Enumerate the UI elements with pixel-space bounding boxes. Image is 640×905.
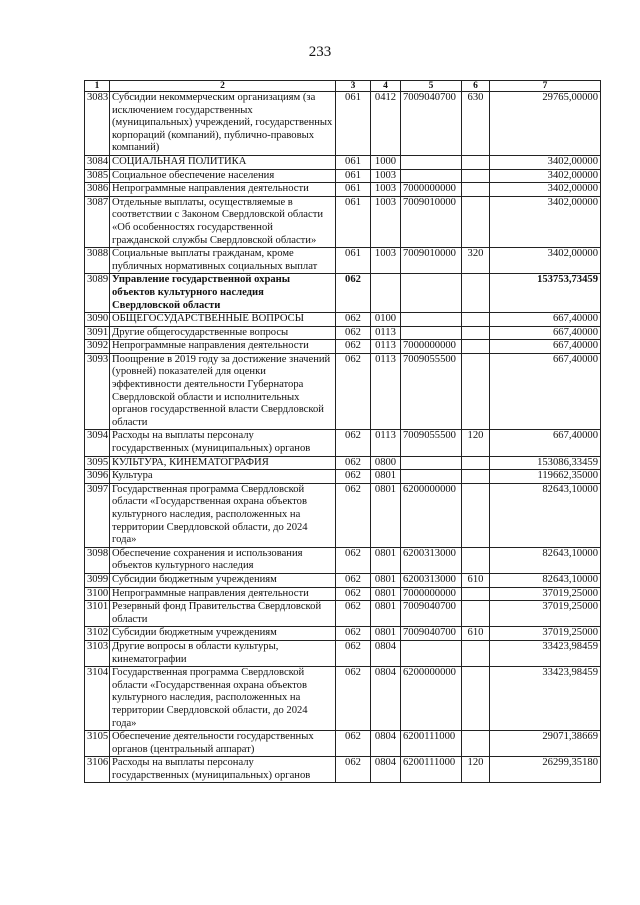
table-row (85, 587, 601, 601)
row-expense-type: 610 (462, 573, 490, 587)
row-name: Поощрение в 2019 году за достижение значений (уровней) показателей для оценки эффективности деятельности Губернатора Свердловской области и исполнительных органов государственной власти Свердловской области (110, 353, 336, 430)
row-name: Субсидии бюджетным учреждениям (110, 573, 336, 587)
row-grbs-code: 061 (336, 92, 371, 156)
table-row (85, 353, 601, 430)
row-amount: 667,40000 (490, 353, 601, 430)
row-expense-type: 320 (462, 248, 490, 274)
header-col-4: 4 (371, 81, 401, 92)
table-row (85, 731, 601, 757)
row-amount: 667,40000 (490, 430, 601, 456)
row-grbs-code: 062 (336, 340, 371, 354)
table-row (85, 196, 601, 247)
table-row (85, 667, 601, 731)
row-name: Государственная программа Свердловской области «Государственная охрана объектов культурного наследия, расположенных на территории Свердловской области, до 2024 года» (110, 667, 336, 731)
row-section-code: 0801 (371, 547, 401, 573)
row-grbs-code: 062 (336, 483, 371, 547)
table-row (85, 483, 601, 547)
row-grbs-code: 062 (336, 326, 371, 340)
header-row (85, 81, 601, 92)
row-grbs-code: 062 (336, 731, 371, 757)
header-col-2: 2 (110, 81, 336, 92)
row-target-article: 6200313000 (401, 573, 462, 587)
row-section-code: 0801 (371, 627, 401, 641)
row-amount: 153086,33459 (490, 456, 601, 470)
row-number: 3099 (85, 573, 110, 587)
row-expense-type (462, 547, 490, 573)
row-amount: 37019,25000 (490, 627, 601, 641)
row-section-code: 0113 (371, 326, 401, 340)
row-amount: 3402,00000 (490, 155, 601, 169)
row-number: 3092 (85, 340, 110, 354)
row-amount: 29765,00000 (490, 92, 601, 156)
row-target-article (401, 169, 462, 183)
row-number: 3083 (85, 92, 110, 156)
row-name: ОБЩЕГОСУДАРСТВЕННЫЕ ВОПРОСЫ (110, 313, 336, 327)
row-section-code: 0113 (371, 430, 401, 456)
row-expense-type (462, 731, 490, 757)
row-expense-type: 120 (462, 757, 490, 783)
row-section-code: 0804 (371, 667, 401, 731)
row-target-article: 6200313000 (401, 547, 462, 573)
table-row (85, 640, 601, 666)
row-expense-type (462, 587, 490, 601)
row-name: Культура (110, 470, 336, 484)
row-grbs-code: 062 (336, 456, 371, 470)
row-amount: 3402,00000 (490, 183, 601, 197)
row-grbs-code: 061 (336, 183, 371, 197)
table-row (85, 547, 601, 573)
row-target-article: 7009040700 (401, 627, 462, 641)
row-target-article: 7009040700 (401, 601, 462, 627)
row-name: Расходы на выплаты персоналу государственных (муниципальных) органов (110, 757, 336, 783)
row-target-article (401, 640, 462, 666)
row-amount: 33423,98459 (490, 667, 601, 731)
page-number: 233 (308, 44, 332, 60)
row-name: СОЦИАЛЬНАЯ ПОЛИТИКА (110, 155, 336, 169)
row-expense-type: 120 (462, 430, 490, 456)
row-grbs-code: 062 (336, 587, 371, 601)
row-number: 3094 (85, 430, 110, 456)
row-name: Обеспечение деятельности государственных органов (центральный аппарат) (110, 731, 336, 757)
row-grbs-code: 061 (336, 248, 371, 274)
row-section-code: 1003 (371, 196, 401, 247)
row-target-article: 6200111000 (401, 757, 462, 783)
table-row (85, 470, 601, 484)
row-section-code: 0804 (371, 757, 401, 783)
row-number: 3085 (85, 169, 110, 183)
row-amount: 26299,35180 (490, 757, 601, 783)
row-target-article (401, 470, 462, 484)
row-section-code: 0804 (371, 640, 401, 666)
row-amount: 667,40000 (490, 326, 601, 340)
row-amount: 82643,10000 (490, 483, 601, 547)
row-target-article (401, 326, 462, 340)
row-amount: 33423,98459 (490, 640, 601, 666)
row-name: Резервный фонд Правительства Свердловской области (110, 601, 336, 627)
row-expense-type (462, 353, 490, 430)
row-section-code: 1000 (371, 155, 401, 169)
row-amount: 37019,25000 (490, 587, 601, 601)
row-name: Непрограммные направления деятельности (110, 183, 336, 197)
row-section-code: 0800 (371, 456, 401, 470)
row-number: 3100 (85, 587, 110, 601)
row-number: 3105 (85, 731, 110, 757)
row-target-article: 7000000000 (401, 587, 462, 601)
row-target-article: 7009040700 (401, 92, 462, 156)
row-section-code: 0801 (371, 573, 401, 587)
table-row (85, 313, 601, 327)
row-expense-type (462, 340, 490, 354)
row-section-code: 0412 (371, 92, 401, 156)
row-name: Непрограммные направления деятельности (110, 340, 336, 354)
row-number: 3095 (85, 456, 110, 470)
row-expense-type (462, 274, 490, 313)
row-expense-type (462, 313, 490, 327)
row-name: Расходы на выплаты персоналу государственных (муниципальных) органов (110, 430, 336, 456)
row-amount: 153753,73459 (490, 274, 601, 313)
row-target-article: 6200000000 (401, 483, 462, 547)
row-name: Отдельные выплаты, осуществляемые в соответствии с Законом Свердловской области «Об особенностях государственной гражданской службы Свердловской области» (110, 196, 336, 247)
header-col-6: 6 (462, 81, 490, 92)
row-section-code: 0801 (371, 587, 401, 601)
table-row (85, 573, 601, 587)
row-expense-type: 630 (462, 92, 490, 156)
row-section-code: 1003 (371, 248, 401, 274)
header-col-5: 5 (401, 81, 462, 92)
row-grbs-code: 062 (336, 667, 371, 731)
row-section-code: 0801 (371, 601, 401, 627)
row-number: 3104 (85, 667, 110, 731)
row-name: Непрограммные направления деятельности (110, 587, 336, 601)
row-grbs-code: 062 (336, 601, 371, 627)
table-row (85, 757, 601, 783)
row-expense-type (462, 483, 490, 547)
row-amount: 667,40000 (490, 313, 601, 327)
row-number: 3096 (85, 470, 110, 484)
row-section-code: 0113 (371, 353, 401, 430)
row-number: 3098 (85, 547, 110, 573)
row-grbs-code: 062 (336, 547, 371, 573)
row-grbs-code: 062 (336, 573, 371, 587)
row-target-article: 6200000000 (401, 667, 462, 731)
header-col-1: 1 (85, 81, 110, 92)
row-number: 3090 (85, 313, 110, 327)
table-row (85, 274, 601, 313)
row-section-code (371, 274, 401, 313)
row-section-code: 0804 (371, 731, 401, 757)
table-row (85, 169, 601, 183)
row-name: Обеспечение сохранения и использования объектов культурного наследия (110, 547, 336, 573)
row-amount: 29071,38669 (490, 731, 601, 757)
row-amount: 37019,25000 (490, 601, 601, 627)
row-grbs-code: 062 (336, 470, 371, 484)
row-grbs-code: 062 (336, 313, 371, 327)
table-row (85, 92, 601, 156)
row-name: Государственная программа Свердловской области «Государственная охрана объектов культурного наследия, расположенных на территории Свердловской области, до 2024 года» (110, 483, 336, 547)
row-target-article: 7009010000 (401, 196, 462, 247)
row-target-article: 7009055500 (401, 430, 462, 456)
row-expense-type (462, 456, 490, 470)
row-name: Другие общегосударственные вопросы (110, 326, 336, 340)
row-section-code: 0100 (371, 313, 401, 327)
table-row (85, 155, 601, 169)
row-expense-type (462, 326, 490, 340)
table-row (85, 456, 601, 470)
row-amount: 82643,10000 (490, 573, 601, 587)
table-row (85, 627, 601, 641)
row-grbs-code: 062 (336, 757, 371, 783)
row-number: 3097 (85, 483, 110, 547)
row-expense-type (462, 196, 490, 247)
row-amount: 3402,00000 (490, 196, 601, 247)
row-grbs-code: 062 (336, 274, 371, 313)
row-name: Другие вопросы в области культуры, кинематографии (110, 640, 336, 666)
row-target-article (401, 313, 462, 327)
header-col-7: 7 (490, 81, 601, 92)
table-row (85, 430, 601, 456)
header-col-3: 3 (336, 81, 371, 92)
row-target-article: 6200111000 (401, 731, 462, 757)
row-expense-type (462, 470, 490, 484)
row-grbs-code: 061 (336, 196, 371, 247)
row-number: 3089 (85, 274, 110, 313)
row-expense-type (462, 155, 490, 169)
row-expense-type (462, 601, 490, 627)
table-row (85, 183, 601, 197)
row-number: 3086 (85, 183, 110, 197)
budget-table (84, 80, 601, 783)
row-section-code: 0801 (371, 483, 401, 547)
row-name: Социальное обеспечение населения (110, 169, 336, 183)
row-section-code: 1003 (371, 169, 401, 183)
row-number: 3084 (85, 155, 110, 169)
row-section-code: 0801 (371, 470, 401, 484)
row-number: 3106 (85, 757, 110, 783)
row-number: 3088 (85, 248, 110, 274)
table-row (85, 326, 601, 340)
row-grbs-code: 061 (336, 155, 371, 169)
row-name: КУЛЬТУРА, КИНЕМАТОГРАФИЯ (110, 456, 336, 470)
row-grbs-code: 062 (336, 353, 371, 430)
row-grbs-code: 061 (336, 169, 371, 183)
table-row (85, 340, 601, 354)
row-target-article (401, 274, 462, 313)
row-grbs-code: 062 (336, 430, 371, 456)
row-number: 3102 (85, 627, 110, 641)
row-number: 3093 (85, 353, 110, 430)
row-expense-type (462, 169, 490, 183)
row-number: 3103 (85, 640, 110, 666)
row-grbs-code: 062 (336, 640, 371, 666)
row-name: Социальные выплаты гражданам, кроме публичных нормативных социальных выплат (110, 248, 336, 274)
row-amount: 3402,00000 (490, 248, 601, 274)
row-amount: 3402,00000 (490, 169, 601, 183)
row-expense-type (462, 183, 490, 197)
row-section-code: 0113 (371, 340, 401, 354)
row-expense-type: 610 (462, 627, 490, 641)
row-target-article: 7009010000 (401, 248, 462, 274)
table-row (85, 248, 601, 274)
row-target-article: 7009055500 (401, 353, 462, 430)
row-expense-type (462, 640, 490, 666)
row-amount: 119662,35000 (490, 470, 601, 484)
row-name: Субсидии некоммерческим организациям (за исключением государственных (муниципальных) учреждений, государственных корпораций (компаний), публично-правовых компаний) (110, 92, 336, 156)
row-number: 3091 (85, 326, 110, 340)
row-grbs-code: 062 (336, 627, 371, 641)
row-target-article (401, 155, 462, 169)
row-number: 3101 (85, 601, 110, 627)
row-number: 3087 (85, 196, 110, 247)
row-expense-type (462, 667, 490, 731)
row-name: Управление государственной охраны объектов культурного наследия Свердловской области (110, 274, 336, 313)
row-target-article: 7000000000 (401, 340, 462, 354)
row-amount: 667,40000 (490, 340, 601, 354)
row-target-article (401, 456, 462, 470)
row-section-code: 1003 (371, 183, 401, 197)
row-target-article: 7000000000 (401, 183, 462, 197)
row-name: Субсидии бюджетным учреждениям (110, 627, 336, 641)
row-amount: 82643,10000 (490, 547, 601, 573)
table-row (85, 601, 601, 627)
